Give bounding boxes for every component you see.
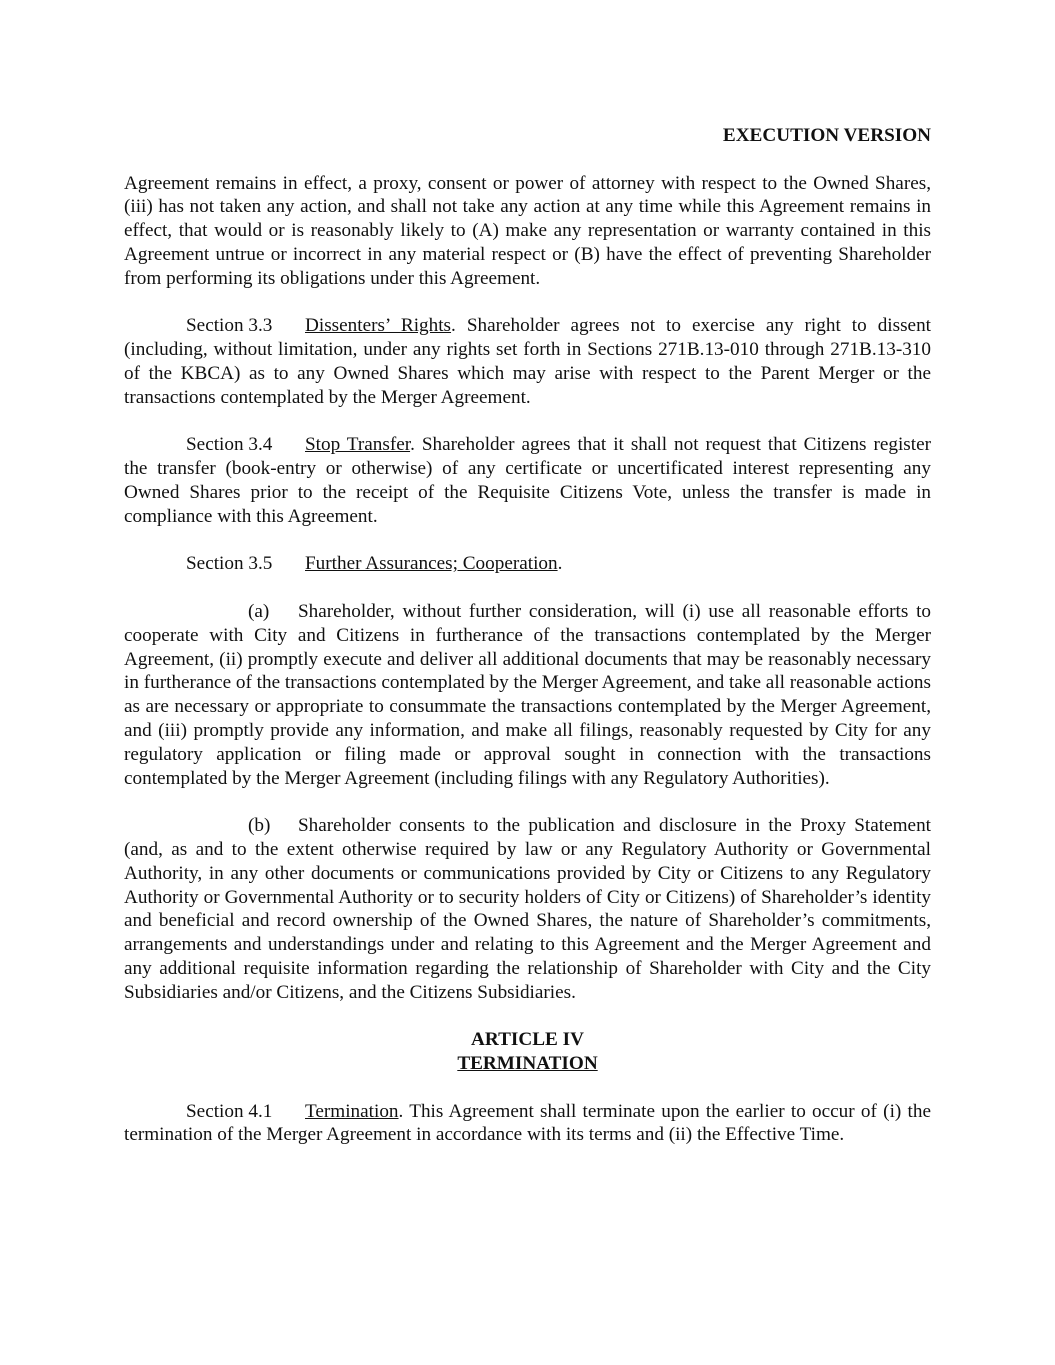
section-3-3: [124, 314, 931, 409]
article-number: ARTICLE IV: [471, 1029, 584, 1051]
section-3-5-a-label: (a): [248, 600, 270, 622]
section-4-1: [124, 1100, 931, 1148]
section-3-5: [124, 552, 931, 576]
section-3-5-a: [124, 600, 931, 790]
section-4-1-title: Termination: [305, 1100, 399, 1122]
section-4-1-body: . This Agreement shall terminate upon the earlier to occur of (i) the termination of the Merger Agreement in accordance with its terms and (ii) the Effective Time.: [124, 1100, 931, 1146]
section-3-4-number: Section 3.4: [186, 434, 273, 456]
section-3-5-b: [124, 814, 931, 1004]
section-3-5-number: Section 3.5: [186, 553, 273, 575]
section-3-4-body: . Shareholder agrees that it shall not request that Citizens register the transfer (book-entry or otherwise) of any certificate or uncertificated interest representing any Owned Shares prior to the receipt of the Requisite Citizens Vote, unless the transfer is made in compliance with this Agreement.: [124, 434, 931, 527]
execution-version-label: EXECUTION VERSION: [722, 125, 931, 146]
section-3-3-body: . Shareholder agrees not to exercise any right to dissent (including, without limitation, under any rights set forth in Sections 271B.13-010 through 271B.13-310 of the KBCA) as to any Owned Shares which may arise with respect to the Parent Merger or the transactions contemplated by the Merger Agreement.: [124, 315, 932, 408]
document-page: [124, 124, 931, 1171]
section-4-1-number: Section 4.1: [186, 1100, 273, 1122]
article-iv-heading: [124, 1028, 931, 1076]
article-title: TERMINATION: [457, 1053, 598, 1075]
section-3-3-title: Dissenters’ Rights: [305, 315, 452, 337]
section-3-4: [124, 433, 931, 528]
section-3-5-body: .: [557, 553, 563, 575]
section-3-5-b-label: (b): [248, 815, 271, 837]
section-3-5-a-text: Shareholder, without further consideration, will (i) use all reasonable efforts to cooperate with City and Citizens in furtherance of the transactions contemplated by the Merger Agreement, (ii) promptly execute and deliver all additional documents that may be reasonably necessary in furtherance of the transactions contemplated by the Merger Agreement, and take all reasonable actions as are necessary or appropriate to consummate the transactions contemplated by the Merger Agreement, and (iii) promptly provide any information, and make all filings, reasonably requested by City for any regulatory application or filing made or approval sought in connection with the transactions contemplated by the Merger Agreement (including filings with any Regulatory Authorities).: [124, 600, 931, 789]
section-3-5-title: Further Assurances; Cooperation: [305, 553, 558, 575]
section-3-5-b-text: Shareholder consents to the publication and disclosure in the Proxy Statement (and, as and to the extent otherwise required by law or any Regulatory Authority or Governmental Authority, in any other documents or communications provided by City or Citizens to any Regulatory Authority or Governmental Authority or to security holders of City or Citizens) of Shareholder’s identity and beneficial and record ownership of the Owned Shares, the nature of Shareholder’s commitments, arrangements and understandings under and relating to this Agreement and the Merger Agreement and any additional requisite information regarding the relationship of Shareholder with City and the City Subsidiaries and/or Citizens, and the Citizens Subsidiaries.: [124, 815, 931, 1003]
section-3-3-number: Section 3.3: [186, 315, 273, 337]
continuation-paragraph: Agreement remains in effect, a proxy, consent or power of attorney with respect to the Owned Shares, (iii) has not taken any action, and shall not take any action at any time while this Agreement remains in effect, that would or is reasonably likely to (A) make any representation or warranty contained in this Agreement untrue or incorrect in any material respect or (B) have the effect of preventing Shareholder from performing its obligations under this Agreement.: [124, 172, 931, 289]
section-3-4-title: Stop Transfer: [305, 434, 411, 456]
